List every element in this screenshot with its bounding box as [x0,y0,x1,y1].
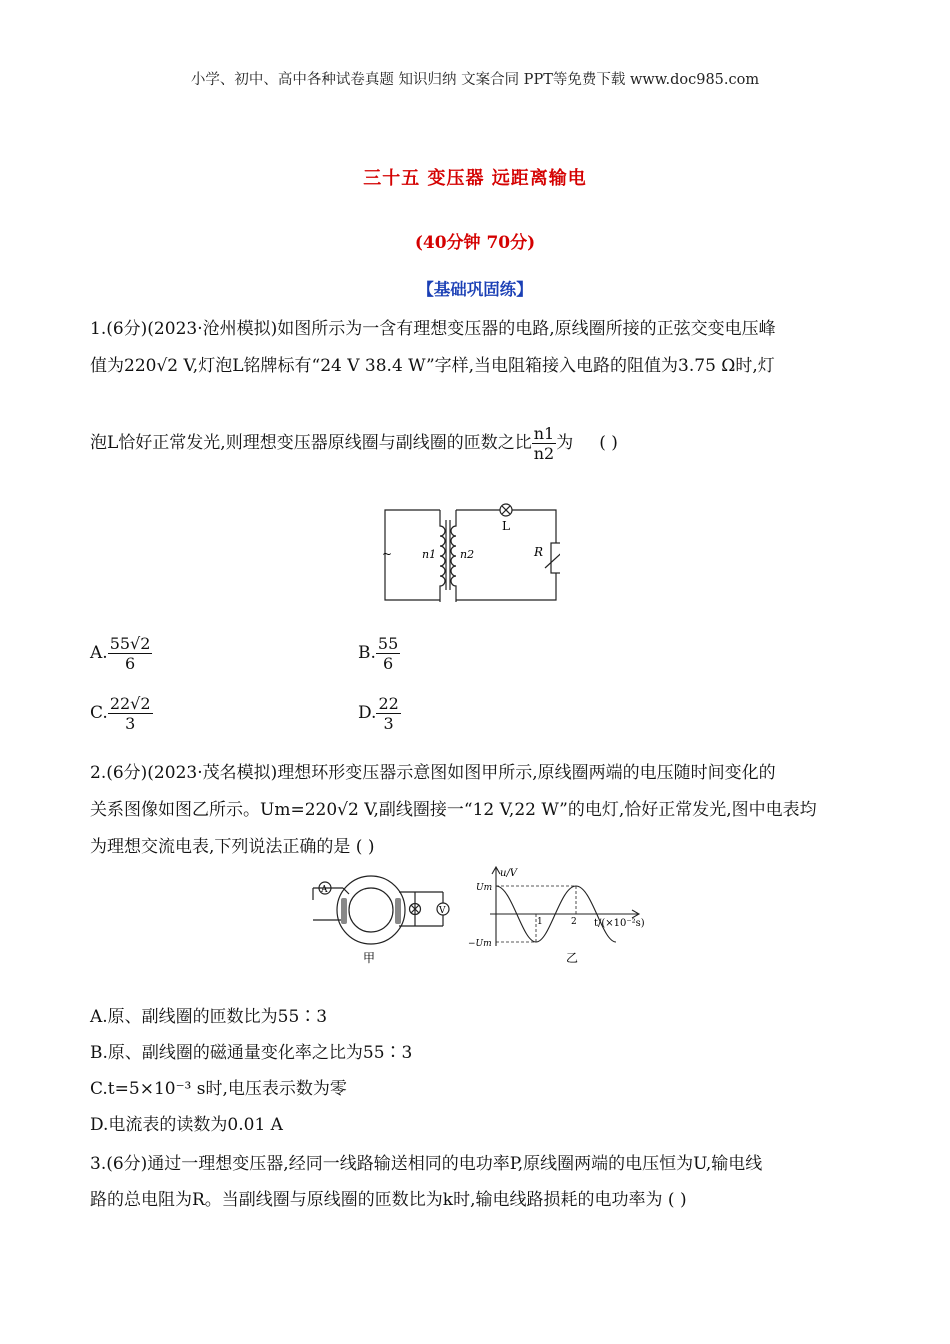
lamp-label: L [502,519,510,533]
q1-line3-post: 为 [556,433,574,454]
ammeter-label: A [321,885,328,895]
q3-line1: 3.(6分)通过一理想变压器,经同一线路输送相同的电功率P,原线圈两端的电压恒为U,输电线 [90,1154,763,1174]
option-b-num: 55 [377,634,399,653]
graph-um-pos: Um [476,883,493,893]
q2-line1: 2.(6分)(2023·茂名模拟)理想环形变压器示意图如图甲所示,原线圈两端的电压随时间变化的 [90,763,776,783]
q1-ratio-den: n2 [533,444,555,464]
q3-line2: 路的总电阻为R。当副线圈与原线圈的匝数比为k时,输电线路损耗的电功率为 ( ) [90,1190,687,1210]
option-b-label: B. [358,643,376,664]
page-header: 小学、初中、高中各种试卷真题 知识归纳 文案合同 PPT等免费下载 www.doc985.com [190,72,760,88]
option-d-label: D. [358,703,377,724]
graph-tick-2: 2 [571,917,577,927]
q1-line2: 值为220√2 V,灯泡L铭牌标有“24 V 38.4 W”字样,当电阻箱接入电路的阻值为3.75 Ω时,灯 [90,356,775,376]
time-score: (40分钟 70分) [414,233,536,253]
q2-option-d: D.电流表的读数为0.01 A [90,1115,283,1135]
ac-source-symbol: ~ [382,547,393,561]
q2-option-c: C.t=5×10⁻³ s时,电压表示数为零 [90,1079,347,1099]
q1-option-c [90,694,153,733]
option-d-num: 22 [378,694,399,713]
resistor-label: R [534,545,544,559]
figure-jia-label: 甲 [363,951,376,965]
option-d-den: 3 [383,714,394,734]
q1-option-a [90,634,152,673]
graph-um-neg: −Um [468,939,492,949]
q1-option-d [358,694,401,733]
q1-circuit-figure [380,498,560,608]
q1-line1: 1.(6分)(2023·沧州模拟)如图所示为一含有理想变压器的电路,原线圈所接的正弦交变电压峰 [90,319,776,339]
q2-toroid-figure [305,868,455,968]
option-a-label: A. [90,643,108,664]
page-title: 三十五 变压器 远距离输电 [363,168,587,189]
q2-line3: 为理想交流电表,下列说法正确的是 ( ) [90,837,375,857]
q1-line3-text: 泡L恰好正常发光,则理想变压器原线圈与副线圈的匝数之比 [90,433,532,454]
q2-option-a: A.原、副线圈的匝数比为55∶3 [90,1007,328,1027]
q1-line3 [90,424,618,463]
label-n2: n2 [460,548,475,561]
q2-voltage-graph [462,864,662,968]
q1-ratio-num: n1 [533,424,555,443]
option-a-num: 55√2 [109,634,151,653]
option-a-den: 6 [124,654,136,674]
q2-option-b: B.原、副线圈的磁通量变化率之比为55∶3 [90,1043,413,1063]
section-heading: 【基础巩固练】 [417,280,533,299]
graph-x-axis-label: t/(×10⁻²s) [594,918,645,929]
graph-y-axis-label: u/V [500,868,518,879]
q1-option-b [358,634,400,673]
label-n1: n1 [422,548,437,561]
option-c-den: 3 [125,714,136,734]
q2-line2: 关系图像如图乙所示。Um=220√2 V,副线圈接一“12 V,22 W”的电灯,恰好正常发光,图中电表均 [90,800,817,820]
q1-ratio-fraction [532,424,556,463]
option-c-label: C. [90,703,108,724]
option-c-num: 22√2 [109,694,151,713]
figure-yi-label: 乙 [566,951,579,965]
q1-answer-paren: ( ) [599,433,618,454]
voltmeter-label: V [439,906,446,916]
option-b-den: 6 [382,654,394,674]
graph-tick-1: 1 [537,917,543,927]
